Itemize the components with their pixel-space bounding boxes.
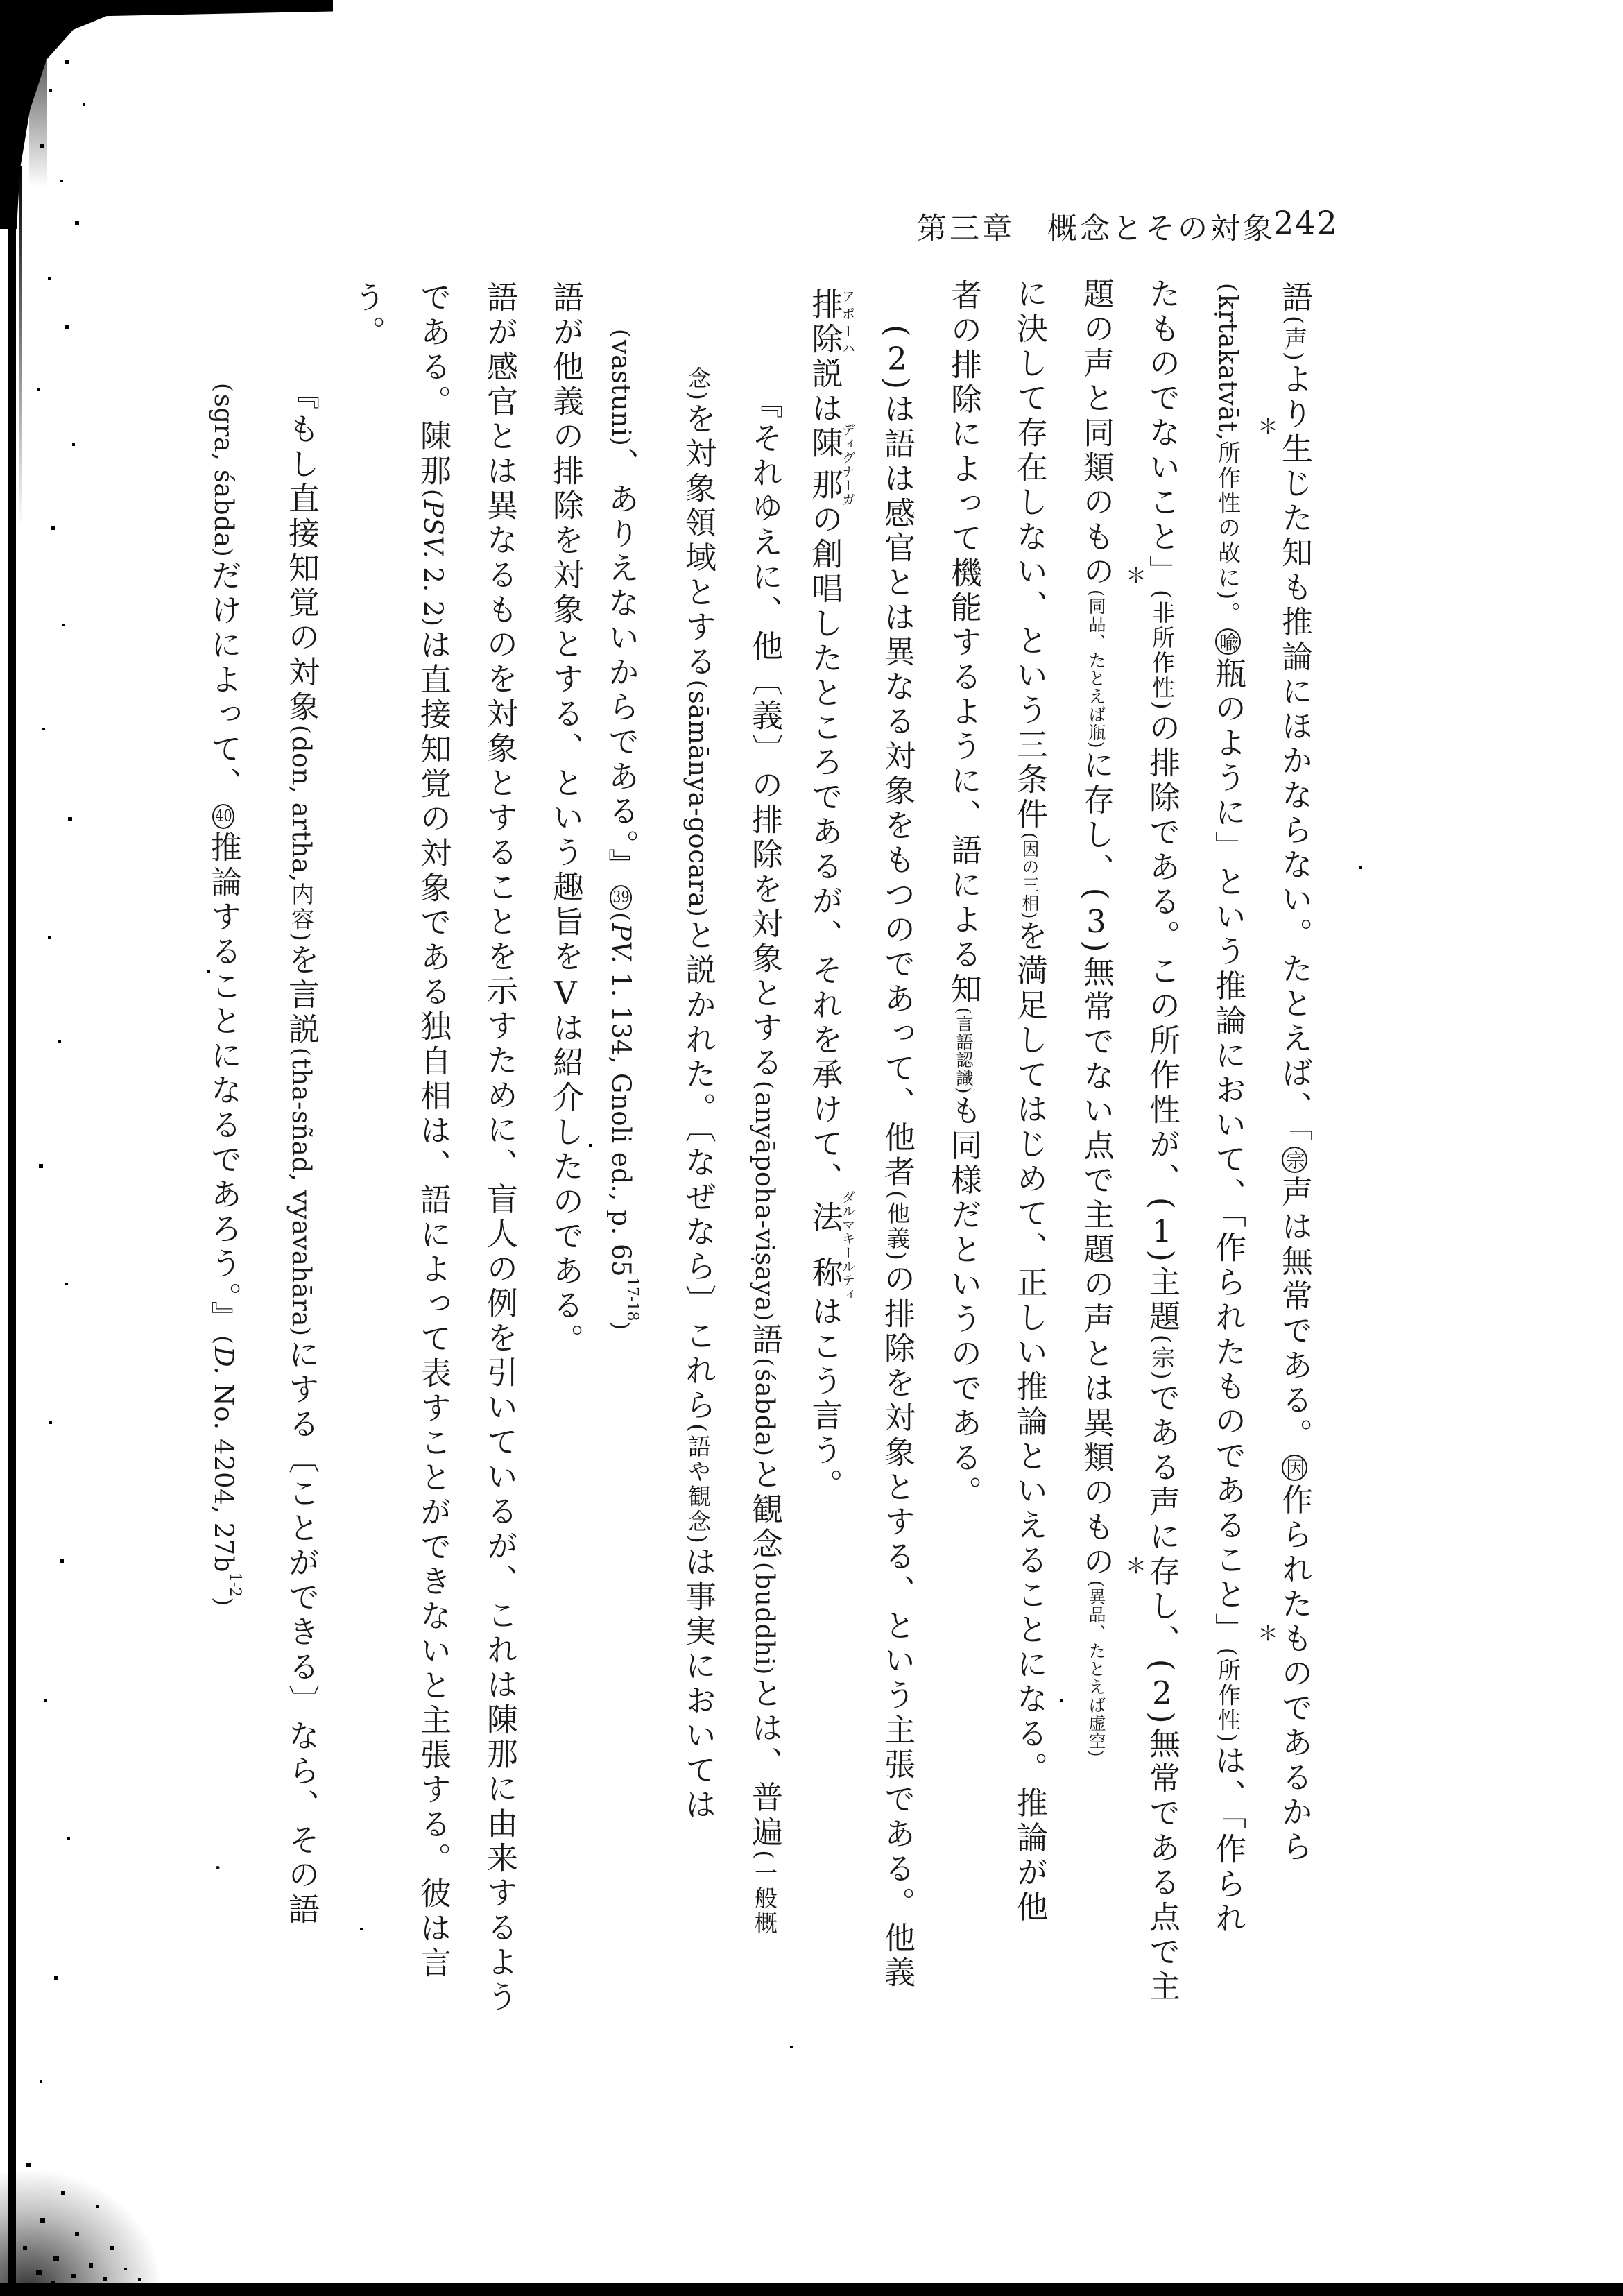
text-run: にする〔ことができる〕なら、その語 — [283, 1337, 320, 1928]
text-column-15 — [343, 281, 390, 2123]
enumeration-1: (1) — [1144, 1197, 1180, 1265]
text-run: は紹介したのである。 — [547, 1011, 584, 1358]
scan-left-edge — [8, 0, 16, 2296]
text-run: はこう言う。 — [806, 1295, 843, 1503]
footnote-ref-39: 39 — [610, 885, 632, 910]
warichu-note: (異品、たとえば虚空) — [1086, 1579, 1106, 1758]
gloss-paren: (一般概 — [751, 1850, 778, 1937]
gloss-paren: (所作性) — [1214, 1647, 1242, 1745]
text-run: を満足してはじめて、正しい推論といえることになる。推論が他 — [1011, 919, 1048, 1926]
gloss-paren: ) — [751, 1312, 778, 1323]
text-run: である。陳那 — [415, 281, 452, 489]
text-run: 者の排除によって機能するように、語による知 — [945, 279, 982, 1007]
gloss-paren: 念) — [685, 366, 712, 402]
gloss-paren: ) — [288, 1327, 315, 1338]
scan-speckle-noise — [0, 0, 1, 1]
text-run: 無常である点で主 — [1144, 1727, 1180, 2005]
text-run: 推論することになるであろう。』 — [205, 830, 242, 1336]
text-run: の排除である。この所作性が、 — [1144, 711, 1180, 1197]
line-number-superscript: 1-2 — [226, 1572, 243, 1597]
romanized-term: No. 4204, 27b — [209, 1383, 239, 1573]
text-run: とは、普遍 — [746, 1677, 783, 1851]
text-column-2: (kṛtakatvāt, ＊ 所作性の故に)。喩瓶のように」という推論において、「作られたものであること」 ＊ (所作性)は、「作られ — [1210, 283, 1278, 1937]
text-run: 瓶のように」という推論において、「作られたものであること」 — [1210, 657, 1246, 1647]
scan-bottom-edge — [0, 2283, 1623, 2296]
text-column-12 — [542, 281, 589, 2123]
romanized-term: PSV. — [418, 499, 448, 567]
stray-dot-mark: ・ — [208, 1857, 228, 1880]
romanized-term: śabda — [750, 1369, 780, 1448]
text-run: 語 — [746, 1323, 783, 1358]
text-run: は直接知覚の対象である独自相は、語によって表すことができないと主張する。彼は言 — [415, 628, 452, 1981]
ruby-term: 法称ダルマキールティ — [806, 1190, 855, 1301]
gloss-paren: ( — [288, 1047, 315, 1059]
text-run: に存し、 — [1078, 748, 1115, 888]
gloss-paren: ) — [608, 1321, 635, 1333]
text-run: 語が感官とは異なるものを対象とすることを示すために、盲人の例を引いているが、これは陳那に由来するよう — [481, 281, 518, 2015]
text-run: 『もし直接知覚の対象 — [283, 378, 320, 725]
enumeration-2: (2) — [879, 325, 916, 393]
enumeration-3: (3) — [1078, 887, 1115, 956]
warichu-note: (因の三相) — [1020, 832, 1040, 920]
romanized-term: D. — [209, 1346, 239, 1384]
romanized-term: 2. 2 — [418, 567, 448, 618]
text-run: たものでないこと」 — [1144, 277, 1180, 590]
text-run: も同様だというのである。 — [945, 1094, 982, 1511]
gloss-paren: ( — [685, 679, 712, 691]
text-column-4: 題の声と同類のもの ＊ (同品、たとえば瓶)に存し、(3)無常でない点で主題の声とは異類のもの ＊ (異品、たとえば虚空) — [1072, 277, 1119, 2123]
ruby-term: 陳那ディグナーガ — [806, 423, 855, 506]
text-run: は、「作られ — [1210, 1744, 1246, 1937]
gloss-paren: ) — [210, 1597, 237, 1609]
scan-bottom-noise-cloud — [0, 2171, 160, 2296]
text-column-7 — [873, 325, 920, 2123]
text-run: に決して存在しない、という三条件 — [1011, 277, 1048, 832]
text-column-11 — [603, 329, 655, 2123]
text-run: 題の声と同類のもの — [1078, 277, 1115, 590]
text-run: は語は感官とは異なる対象をもつのであって、他者 — [879, 393, 916, 1191]
romanized-term: don, artha, — [286, 735, 316, 882]
page-number: 242 — [1273, 204, 1339, 241]
circled-kanji-宗: 宗 — [1282, 1147, 1307, 1173]
romanized-term: tha-sñad, vyavahāra — [286, 1058, 316, 1328]
gloss-paren: ( — [608, 329, 635, 340]
romanized-term: anyāpoha-viṣaya — [750, 1091, 780, 1312]
text-run: う。 — [349, 281, 386, 350]
enumeration-2: (2) — [1144, 1659, 1180, 1727]
romanized-term: vastuni — [606, 339, 636, 437]
text-run: 語 — [1276, 281, 1313, 316]
gloss-paren: (非所作性) — [1149, 590, 1176, 712]
circled-kanji-因: 因 — [1282, 1455, 1307, 1481]
upright-latin: V — [547, 975, 584, 1011]
text-column-14 — [409, 281, 456, 2123]
text-column-9 — [741, 387, 788, 2123]
text-run: と観念 — [746, 1457, 783, 1562]
gloss-paren: ( — [751, 1081, 778, 1092]
ruby-term: 排除アポーハ — [806, 288, 855, 357]
footnote-ref-40: 40 — [212, 804, 234, 829]
text-column-16 — [277, 378, 325, 2123]
warichu-note: (言語認識) — [954, 1007, 974, 1095]
text-run: は事実においては — [680, 1545, 716, 1823]
romanized-term: 1. 134, Gnoli ed., p. 65 — [606, 972, 636, 1278]
gloss-paren: 内容) — [288, 882, 315, 943]
gloss-paren: ( — [210, 1335, 237, 1347]
text-run: 作られたものであるから — [1276, 1483, 1313, 1865]
text-run: 声は無常である。 — [1276, 1175, 1313, 1453]
text-run: の創唱したところであるが、それを承けて、 — [806, 503, 843, 1197]
text-column-3 — [1138, 277, 1185, 2123]
text-column-13 — [476, 281, 523, 2123]
text-run: を言説 — [283, 943, 320, 1047]
text-column-5 — [1006, 277, 1053, 2123]
gloss-paren: (宗) — [1149, 1334, 1176, 1382]
gloss-paren: ) — [210, 547, 237, 559]
text-run: である声に存し、 — [1144, 1381, 1180, 1659]
gloss-paren: ( — [420, 489, 447, 500]
gloss-paren: ( — [751, 1357, 778, 1369]
text-column-8 — [807, 288, 855, 2123]
text-run: 無常でない点で主題の声とは異類のもの — [1078, 955, 1115, 1580]
romanized-term: sgra, śabda — [209, 393, 239, 548]
romanized-term: PV. — [606, 923, 636, 973]
gloss-paren: ) — [608, 436, 635, 448]
text-column-10 — [674, 366, 721, 2123]
romanized-term: kṛtakatvāt, — [1213, 293, 1243, 441]
gloss-paren: ) — [751, 1665, 778, 1677]
text-run: より生じた知も推論にほかならない。たとえば、「 — [1276, 362, 1313, 1145]
text-run: 語が他義の排除を対象とする、という趣旨を — [547, 281, 584, 975]
gloss-paren: (語や観念) — [685, 1423, 712, 1545]
gloss-paren: (他義) — [884, 1190, 911, 1262]
text-run: を対象領域とする — [680, 402, 716, 680]
gloss-paren: ) — [685, 907, 712, 919]
gloss-paren: ( — [751, 1561, 778, 1573]
circled-kanji-喩: 喩 — [1215, 628, 1241, 655]
gloss-paren: (声) — [1281, 316, 1308, 363]
gloss-paren: ( — [1214, 283, 1242, 294]
scan-corner-streak — [29, 35, 47, 187]
text-column-6 — [940, 279, 987, 2123]
gloss-paren: ( — [210, 383, 237, 394]
text-run: と説かれた。〔なぜなら〕これら — [680, 918, 716, 1424]
text-run: だけによって、 — [205, 558, 242, 802]
text-run: 説は — [806, 357, 843, 427]
text-run: 主題 — [1144, 1265, 1180, 1335]
warichu-note: (同品、たとえば瓶) — [1086, 590, 1106, 749]
gloss-paren: ) — [420, 617, 447, 628]
line-number-superscript: 17-18 — [624, 1277, 641, 1321]
scan-corner-blob — [0, 0, 333, 229]
text-run: 『それゆえに、他〔義〕の排除を対象とする — [746, 387, 783, 1081]
gloss-paren: ( — [608, 912, 635, 923]
gloss-paren: ) — [751, 1447, 778, 1458]
gloss-paren: 所作性の故に)。 — [1214, 440, 1242, 627]
text-run: の排除を対象とする、という主張である。他義 — [879, 1262, 916, 1991]
romanized-term: buddhi — [750, 1573, 780, 1666]
scan-left-edge-secondary — [19, 166, 22, 527]
romanized-term: sāmānya-gocara — [683, 690, 713, 908]
running-header-chapter-title: 第三章 概念とその対象 — [917, 212, 1276, 246]
text-run: 、ありえないからである。』 — [603, 447, 639, 884]
gloss-paren: ( — [288, 725, 315, 736]
text-column-1 — [1271, 281, 1318, 2123]
